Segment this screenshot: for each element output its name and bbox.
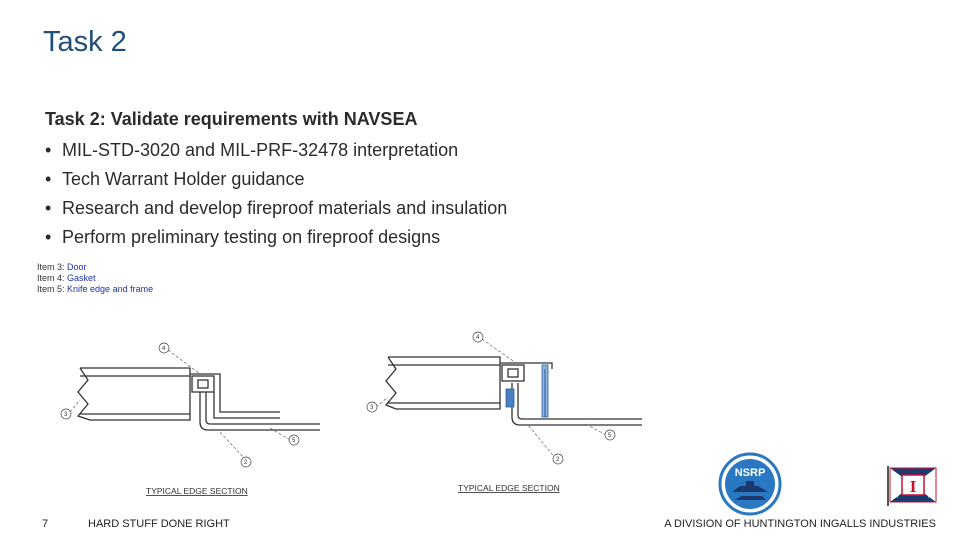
slide-title: Task 2 [43,26,127,58]
right-edge-section-drawing [360,325,650,497]
legend-row: Item 3: Door [37,262,87,272]
bullet-list [45,138,507,254]
callout-label: 4 [162,346,166,352]
nsrp-logo-text: NSRP [734,467,766,479]
bullet-text: Tech Warrant Holder guidance [62,169,305,189]
callout-label: 3 [370,405,374,411]
intro-heading: Task 2: Validate requirements with NAVSEA [45,109,418,129]
footer-division: A DIVISION OF HUNTINGTON INGALLS INDUSTRIES [664,518,936,530]
callout-label: 2 [244,460,248,466]
bullet-text: MIL-STD-3020 and MIL-PRF-32478 interpretation [62,140,459,160]
bullet-item: • MIL-STD-3020 and MIL-PRF-32478 interpretation [45,140,459,160]
bullet-text: Perform preliminary testing on fireproof designs [62,227,441,247]
page-number: 7 [42,518,49,530]
callout-label: 4 [476,335,480,341]
left-edge-section-drawing [50,330,330,500]
bullet-item: • Research and develop fireproof materials and insulation [45,198,508,218]
bullet-item: • Perform preliminary testing on fireproof designs [45,227,441,247]
legend-row: Item 4: Gasket [37,273,96,283]
callout-label: 3 [64,412,68,418]
callout-label: 5 [608,433,612,439]
nsrp-logo [718,452,782,516]
callout-label: 5 [292,438,296,444]
callout-label: 2 [556,457,560,463]
item-legend [37,262,153,295]
bullet-text: Research and develop fireproof materials and insulation [62,198,508,218]
footer-tagline: HARD STUFF DONE RIGHT [88,518,230,530]
ingalls-flag-logo [886,466,938,506]
flag-logo-letter: I [909,477,917,496]
bullet-item: • Tech Warrant Holder guidance [45,169,305,189]
legend-row: Item 5: Knife edge and frame [37,284,154,294]
drawing-caption: TYPICAL EDGE SECTION [458,483,560,493]
drawing-caption: TYPICAL EDGE SECTION [146,486,248,496]
